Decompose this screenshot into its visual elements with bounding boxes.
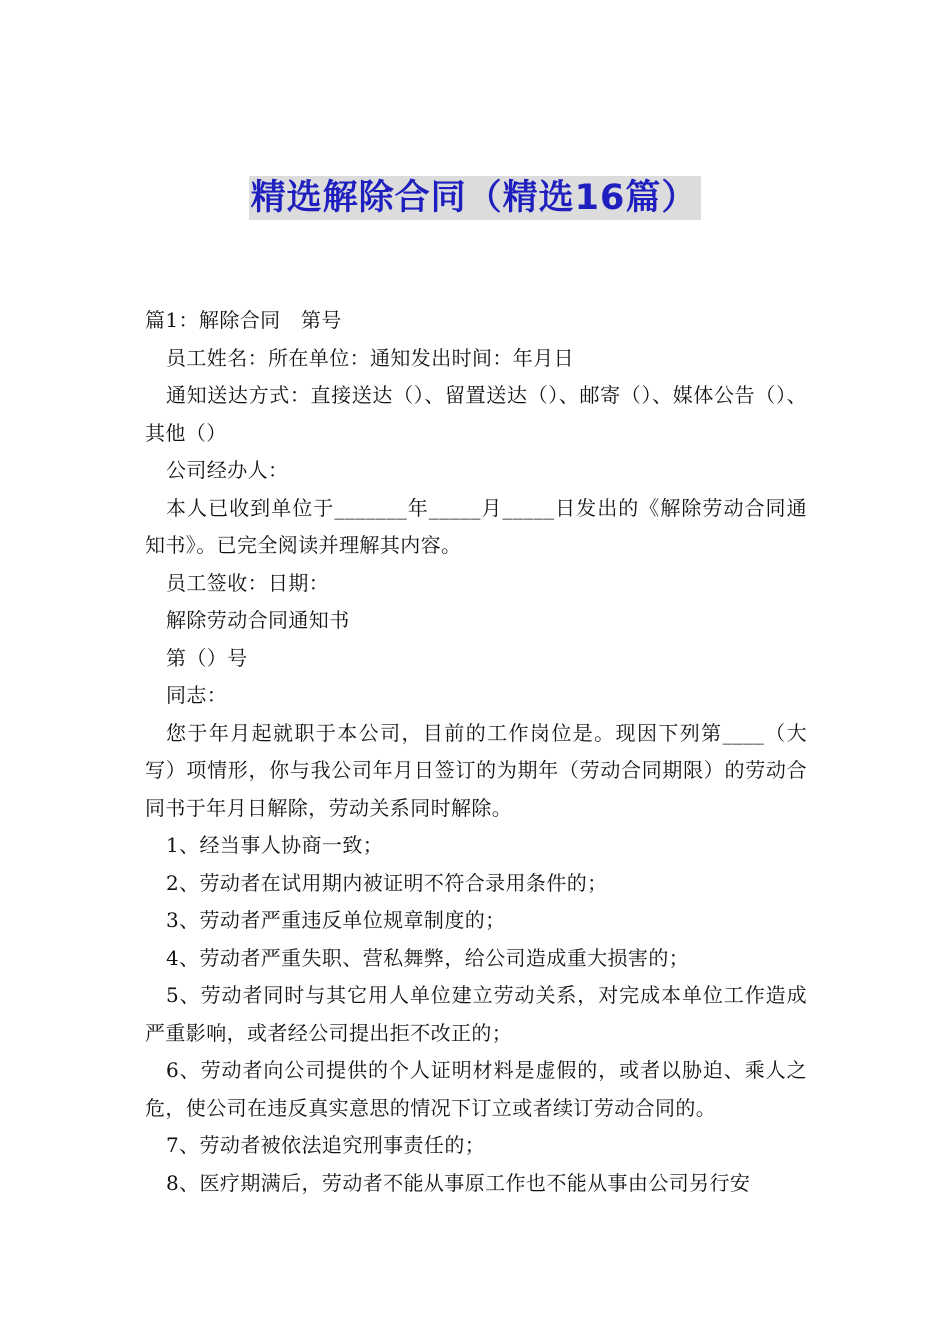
- list-item: 4、劳动者严重失职、营私舞弊，给公司造成重大损害的；: [166, 945, 690, 970]
- notice-number: 第（）号: [166, 645, 248, 670]
- list-item: 3、劳动者严重违反单位规章制度的；: [166, 908, 506, 932]
- list-item: 2、劳动者在试用期内被证明不符合录用条件的；: [166, 870, 608, 895]
- list-item: 6、劳动者向公司提供的个人证明材料是虚假的，或者以胁迫、乘人之危，使公司在违反真实意思的情况下订立或者续订劳动合同的。: [145, 1058, 807, 1120]
- section-heading: 篇1：解除合同 第号: [145, 308, 342, 332]
- salutation: 同志：: [166, 683, 228, 707]
- termination-paragraph: 您于年月起就职于本公司，目前的工作岗位是。现因下列第____（大写）项情形，你与我公司年月日签订的为期年（劳动合同期限）的劳动合同书于年月日解除，劳动关系同时解除。: [145, 720, 807, 820]
- list-item: 1、经当事人协商一致；: [166, 833, 384, 857]
- title-container: [0, 176, 950, 220]
- notice-heading: 解除劳动合同通知书: [166, 608, 350, 632]
- receipt-acknowledgement-paragraph: 本人已收到单位于_______年_____月_____日发出的《解除劳动合同通知书》。已完全阅读并理解其内容。: [145, 495, 807, 557]
- employee-info-line: 员工姓名：所在单位：通知发出时间：年月日: [166, 345, 574, 370]
- list-item: 5、劳动者同时与其它用人单位建立劳动关系，对完成本单位工作造成严重影响，或者经公司提出拒不改正的；: [145, 983, 807, 1045]
- document-body: [145, 302, 807, 1202]
- employee-signature-line: 员工签收：日期：: [166, 570, 330, 595]
- document-title: 精选解除合同（精选16篇）: [249, 176, 702, 220]
- company-handler-line: 公司经办人：: [166, 458, 289, 482]
- list-item: 7、劳动者被依法追究刑事责任的；: [166, 1133, 486, 1157]
- delivery-method-paragraph: 通知送达方式：直接送达（）、留置送达（）、邮寄（）、媒体公告（）、其他（）: [145, 383, 807, 445]
- list-item: 8、医疗期满后，劳动者不能从事原工作也不能从事由公司另行安: [166, 1170, 751, 1195]
